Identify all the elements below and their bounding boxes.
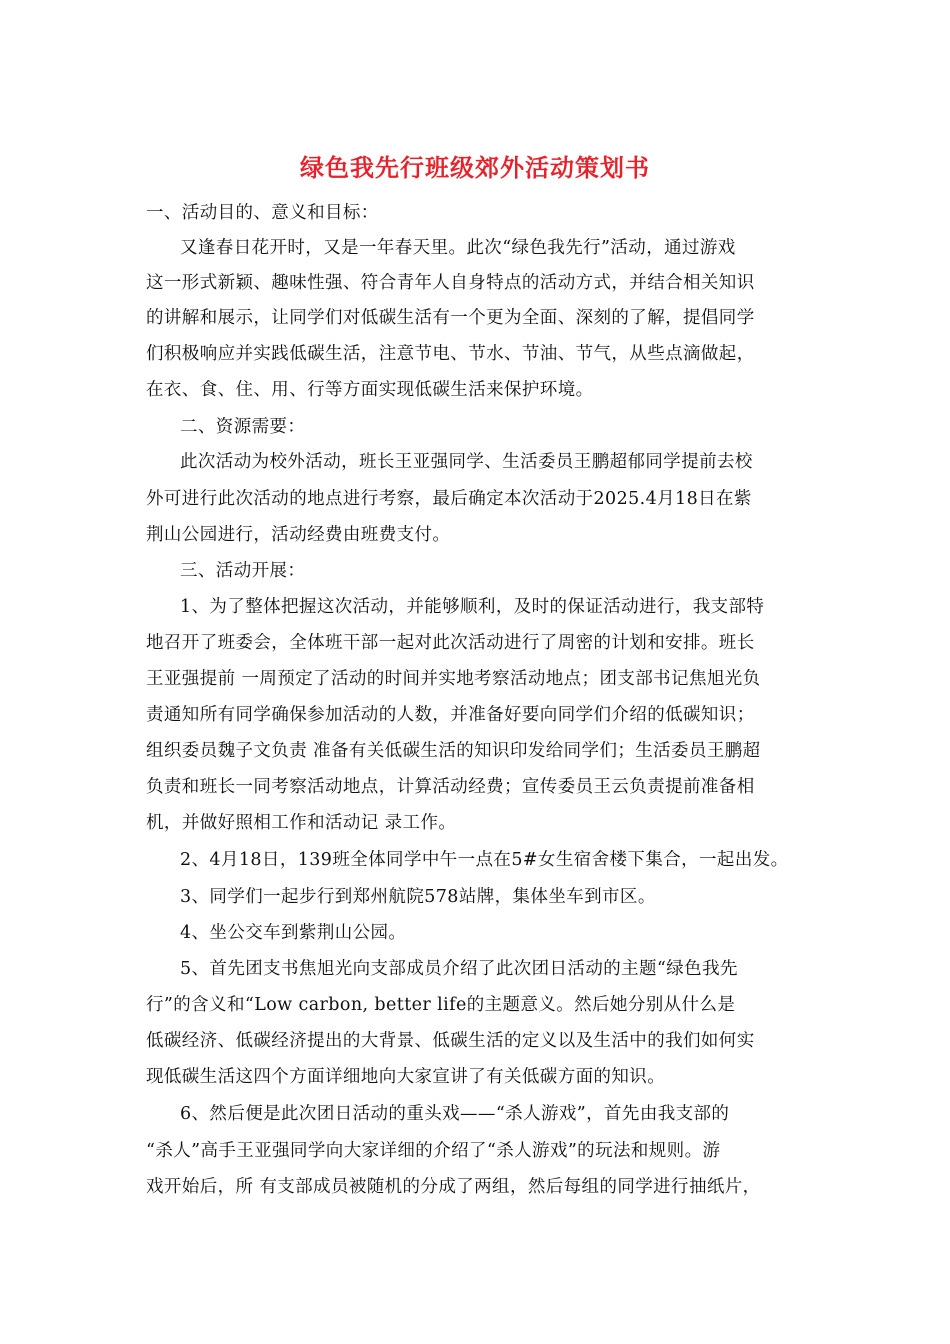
paragraph-line: 们积极响应并实践低碳生活，注意节电、节水、节油、节气，从些点滴做起， [146,344,755,364]
paragraph-line: 王亚强提前 一周预定了活动的时间并实地考察活动地点；团支部书记焦旭光负 [146,669,761,689]
paragraph-line: 4、坐公交车到紫荆山公园。 [180,923,407,943]
section-heading-goals: 一、活动目的、意义和目标： [146,203,379,223]
paragraph-line: 行”的含义和“Low carbon, better life的主题意义。然后她分别从什么是 [146,995,736,1015]
paragraph-line: 1、为了整体把握这次活动，并能够顺利，及时的保证活动进行，我支部特 [180,597,765,617]
paragraph-line: 这一形式新颖、趣味性强、符合青年人自身特点的活动方式，并结合相关知识 [146,273,755,293]
paragraph-line: 机，并做好照相工作和活动记 录工作。 [146,813,457,833]
section-heading-activities: 三、活动开展： [180,561,306,581]
paragraph-line: 在衣、食、住、用、行等方面实现低碳生活来保护环境。 [146,380,594,400]
paragraph-line: 责通知所有同学确保参加活动的人数，并准备好要向同学们介绍的低碳知识； [146,705,755,725]
paragraph-line: 的讲解和展示，让同学们对低碳生活有一个更为全面、深刻的了解，提倡同学 [146,308,755,328]
paragraph-line: 戏开始后，所 有支部成员被随机的分成了两组，然后每组的同学进行抽纸片， [146,1177,761,1197]
section-heading-resources: 二、资源需要： [180,417,306,437]
paragraph-line: 组织委员魏子文负责 准备有关低碳生活的知识印发给同学们；生活委员王鹏超 [146,741,761,761]
paragraph-line: 5、首先团支书焦旭光向支部成员介绍了此次团日活动的主题“绿色我先 [180,959,738,979]
paragraph-line: 荆山公园进行，活动经费由班费支付。 [146,525,451,545]
paragraph-line: 2、4月18日，139班全体同学中午一点在5#女生宿舍楼下集合，一起出发。 [180,850,789,870]
paragraph-line: 6、然后便是此次团日活动的重头戏——“杀人游戏”，首先由我支部的 [180,1104,730,1124]
paragraph-line: 3、同学们一起步行到郑州航院578站牌，集体坐车到市区。 [180,887,656,907]
paragraph-line: 外可进行此次活动的地点进行考察，最后确定本次活动于2025.4月18日在紫 [146,489,752,509]
paragraph-line: 低碳经济、低碳经济提出的大背景、低碳生活的定义以及生活中的我们如何实 [146,1031,755,1051]
document-title: 绿色我先行班级郊外活动策划书 [300,153,650,182]
paragraph-line: 地召开了班委会，全体班干部一起对此次活动进行了周密的计划和安排。班长 [146,633,755,653]
paragraph-line: 此次活动为校外活动，班长王亚强同学、生活委员王鹏超郁同学提前去校 [180,452,753,472]
paragraph-line: 现低碳生活这四个方面详细地向大家宣讲了有关低碳方面的知识。 [146,1067,666,1087]
paragraph-line: 负责和班长一同考察活动地点，计算活动经费；宣传委员王云负责提前准备相 [146,777,755,797]
paragraph-line: 又逢春日花开时，又是一年春天里。此次“绿色我先行”活动，通过游戏 [180,238,736,258]
paragraph-line: “杀人”高手王亚强同学向大家详细的介绍了“杀人游戏”的玩法和规则。游 [146,1141,721,1161]
